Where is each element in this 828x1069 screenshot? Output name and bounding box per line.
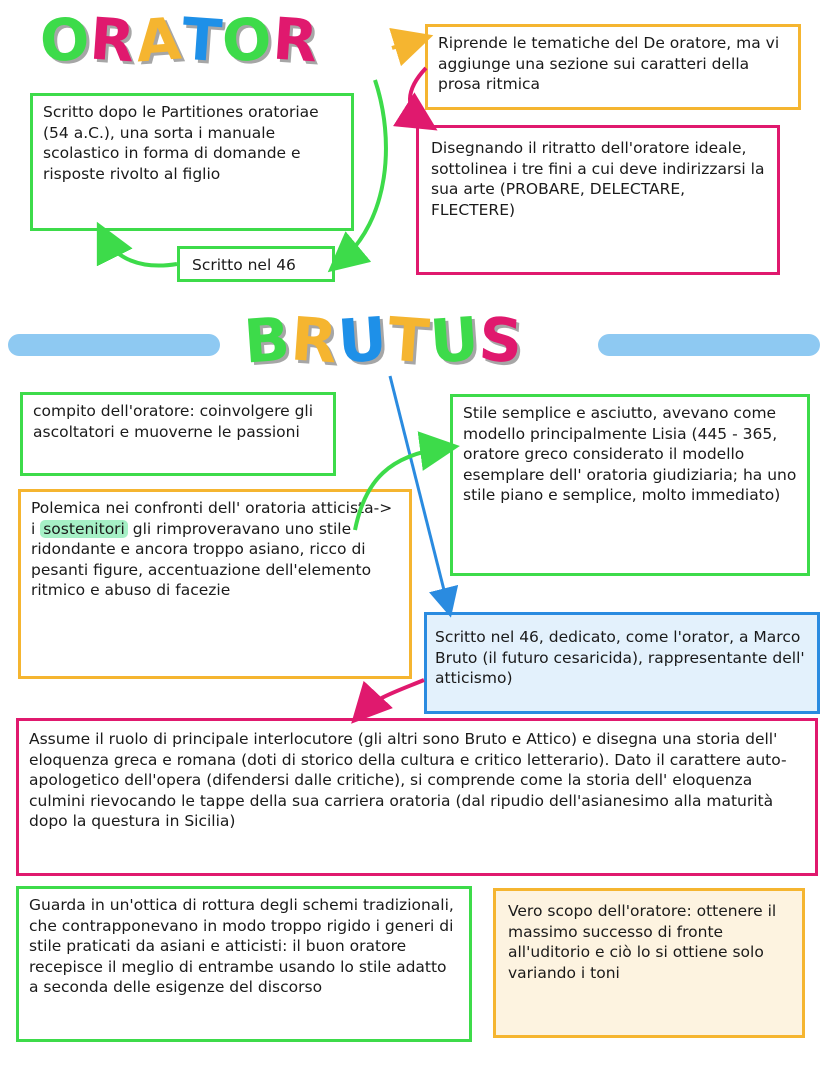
- brutus-title-letter-2: R: [288, 304, 341, 378]
- box-scritto-nel-46-brutus: Scritto nel 46, dedicato, come l'orator, a Marco Bruto (il futuro cesaricida), rappresentante dell' atticismo): [424, 612, 820, 714]
- box-assume: Assume il ruolo di principale interlocutore (gli altri sono Bruto e Attico) e disegna una storia dell' eloquenza greca e romana (doti di storico della cultura e critico letterario). Dato il carattere auto-apologetico dell'opera (difendersi dalle critiche), si comprende come la storia dell' eloquenza culmini rievocando le tappe della sua carriera oratoria (dal ripudio dell'asianesimo alla maturità dopo la questura in Sicilia): [16, 718, 818, 876]
- arrow-riprende-disegnando: [410, 68, 426, 122]
- arrow-orator-riprende: [392, 40, 418, 48]
- box-polemica: [18, 489, 412, 679]
- brutus-title-letter-1: B: [241, 304, 294, 378]
- brutus-title-letter-5: U: [427, 304, 482, 378]
- orator-title-letter-1: O: [37, 4, 93, 76]
- brutus-title-letter-6: S: [476, 304, 526, 378]
- box-scritto-nel-46: Scritto nel 46: [177, 246, 335, 282]
- orator-title: [37, 4, 321, 76]
- box-vero-scopo: Vero scopo dell'oratore: ottenere il massimo successo di fronte all'uditorio e ciò lo si ottiene solo variando i toni: [493, 888, 805, 1038]
- polemica-text-b: gli rimproveravano uno stile ridondante e ancora troppo asiano, ricco di pesanti figure, accentuazione dell'elemento ritmico e abuso di facezie: [31, 519, 372, 600]
- box-riprende: Riprende le tematiche del De oratore, ma vi aggiunge una sezione sui caratteri della prosa ritmica: [425, 24, 801, 110]
- orator-title-letter-6: R: [270, 4, 321, 76]
- box-guarda: Guarda in un'ottica di rottura degli schemi tradizionali, che contrapponevano in modo troppo rigido i generi di stile praticati da asiani e atticisti: il buon oratore recepisce il meglio di entrambe usando lo stile adatto a seconda delle esigenze del discorso: [16, 886, 472, 1042]
- highlight-sostenitori: sostenitori: [40, 520, 128, 538]
- brutus-title-letter-3: U: [335, 304, 391, 378]
- box-compito: compito dell'oratore: coinvolgere gli ascoltatori e muoverne le passioni: [20, 392, 336, 476]
- polemica-text-a: Polemica nei confronti dell' oratoria atticista-> i: [31, 499, 393, 538]
- brutus-title: [241, 304, 526, 378]
- box-disegnando: Disegnando il ritratto dell'oratore ideale, sottolinea i tre fini a cui deve indirizzarsi la sua arte (PROBARE, DELECTARE, FLECTERE): [416, 125, 780, 275]
- arrow-scritto46-assume: [362, 680, 424, 712]
- divider-right: [598, 334, 820, 356]
- orator-title-letter-3: A: [133, 4, 185, 76]
- arrow-scritto-partitiones: [104, 236, 177, 266]
- box-partitiones: Scritto dopo le Partitiones oratoriae (54 a.C.), una sorta i manuale scolastico in forma di domande e risposte rivolto al figlio: [30, 93, 354, 231]
- orator-title-letter-4: T: [179, 4, 225, 76]
- orator-title-letter-5: O: [220, 4, 276, 76]
- divider-left: [8, 334, 220, 356]
- box-stile: Stile semplice e asciutto, avevano come modello principalmente Lisia (445 - 365, oratore greco considerato il modello esemplare dell' oratoria giudiziaria; ha uno stile piano e semplice, molto immediato): [450, 394, 810, 576]
- orator-title-letter-2: R: [87, 4, 139, 76]
- brutus-title-letter-4: T: [385, 304, 432, 378]
